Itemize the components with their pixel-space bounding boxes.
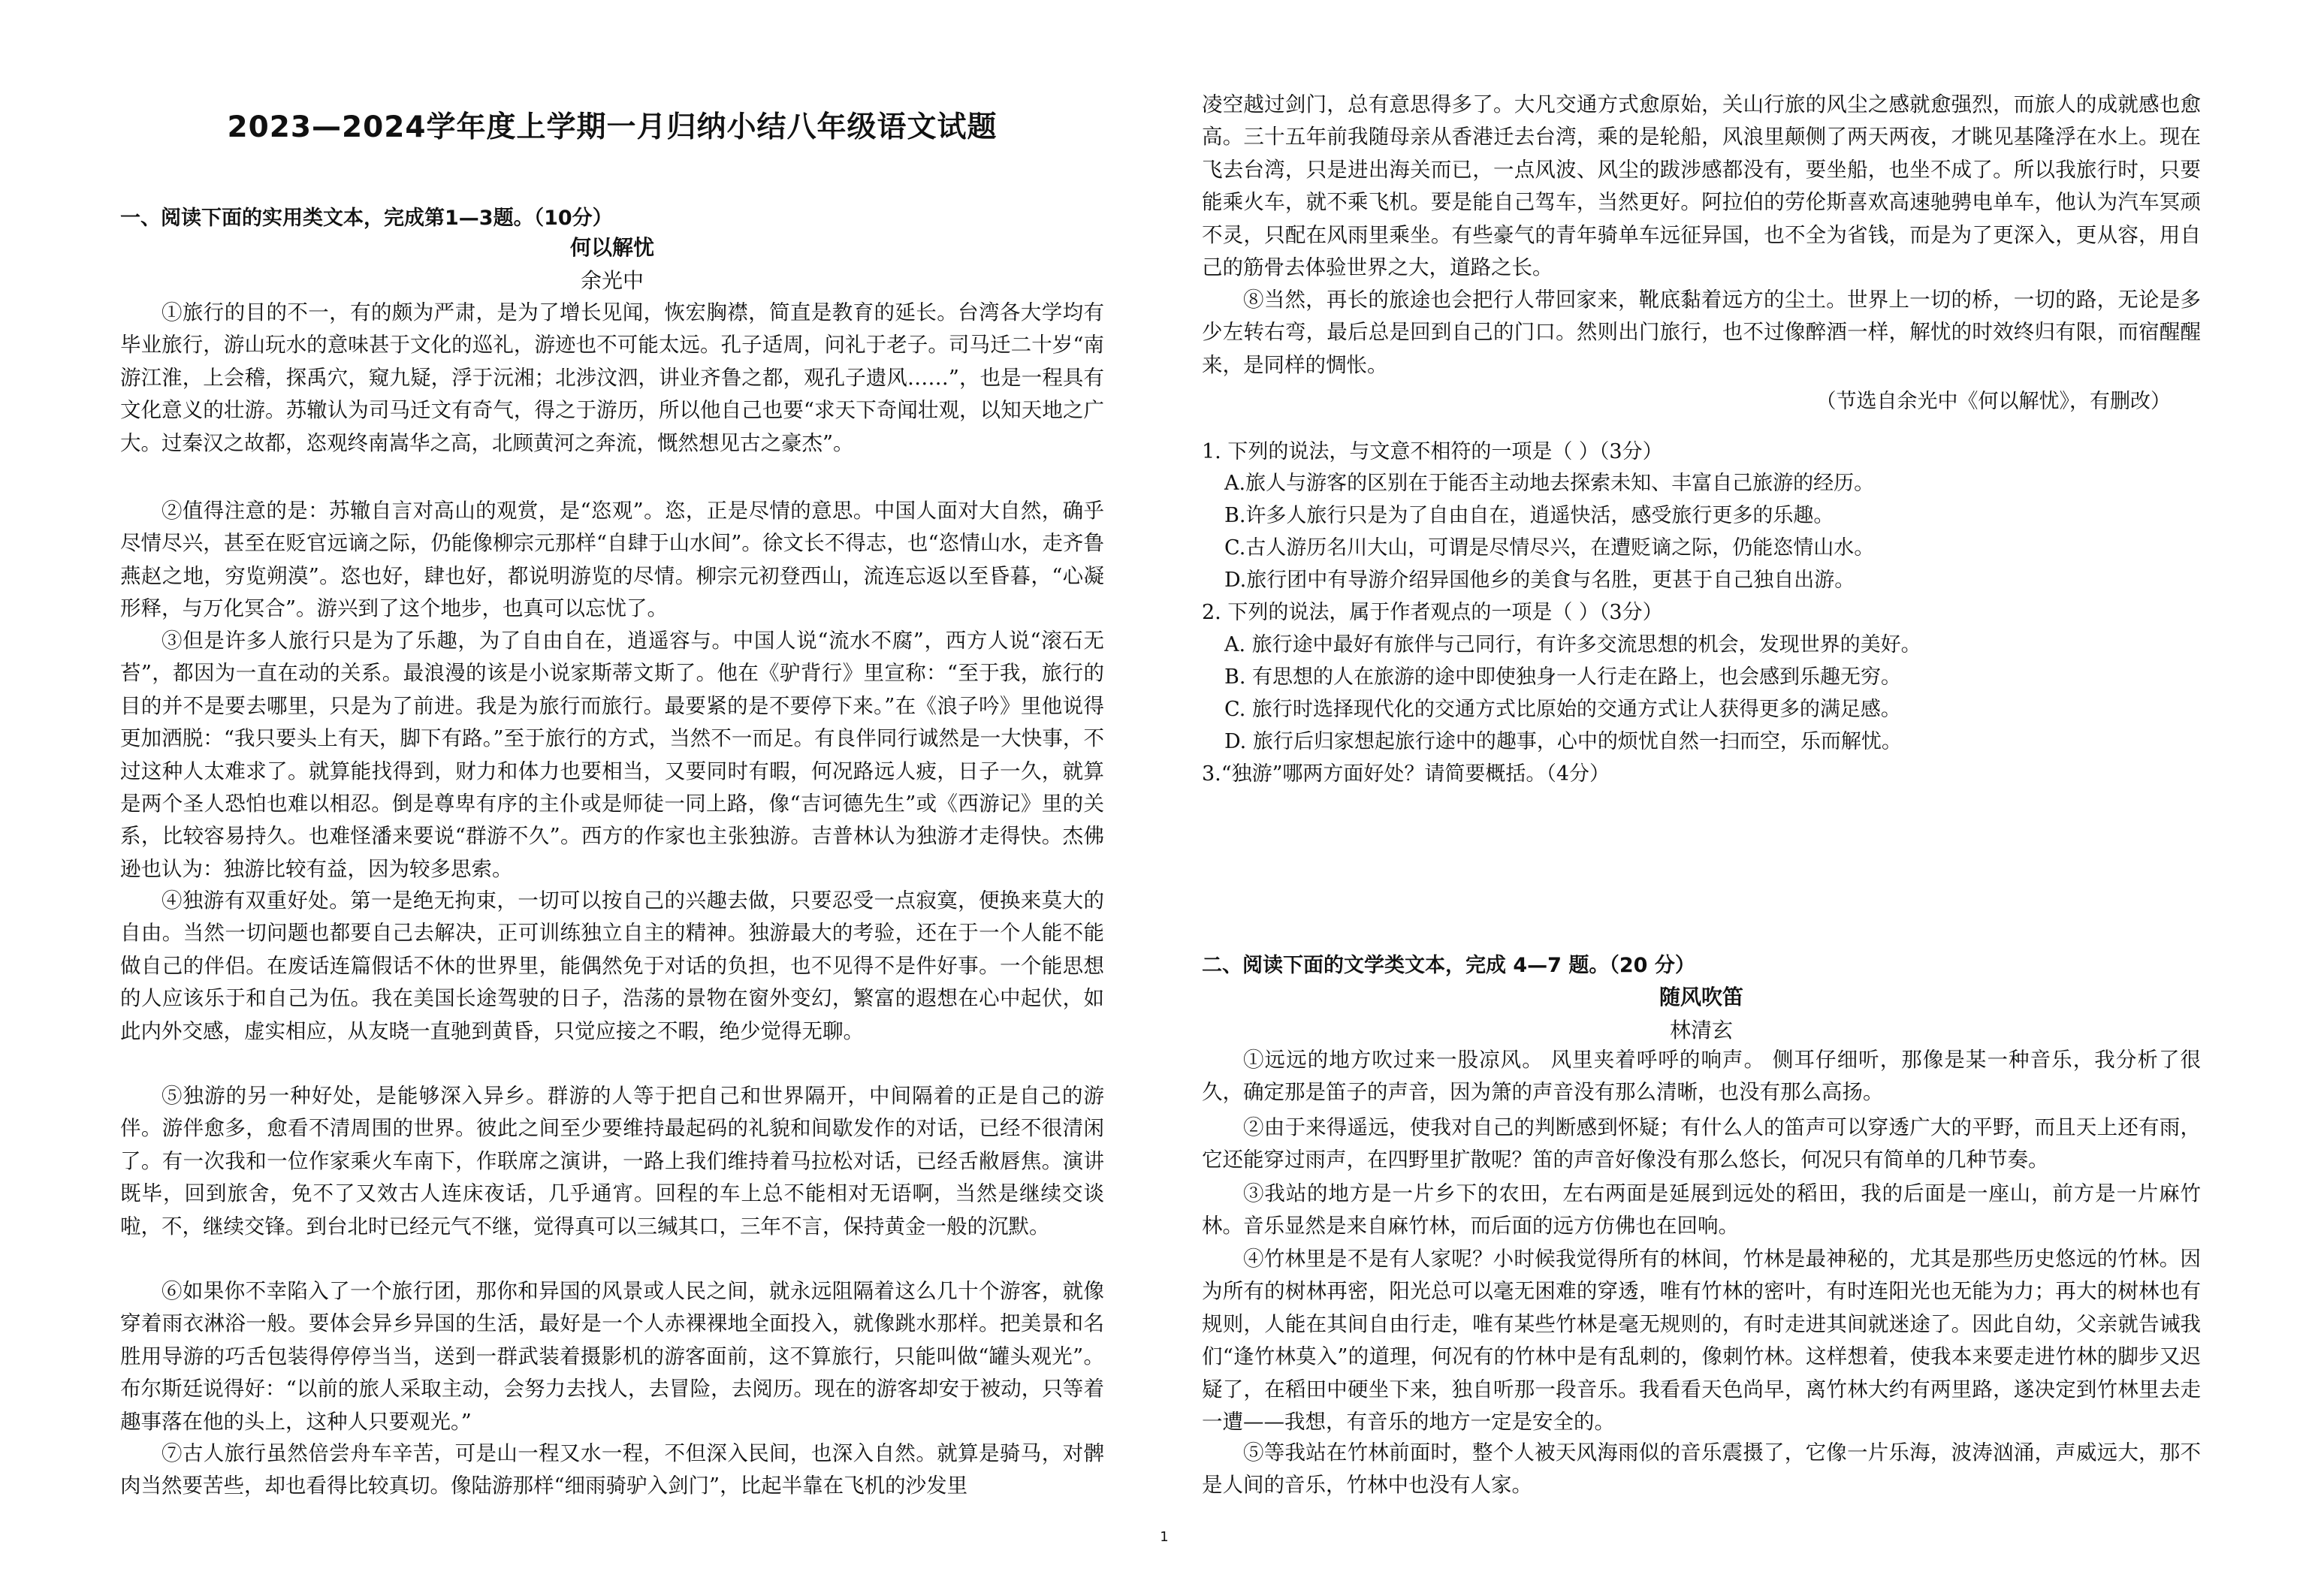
story-paragraph-5: ⑤等我站在竹林前面时，整个人被天风海雨似的音乐震摄了，它像一片乐海，波涛汹涌，声威远大，那不是人间的音乐，竹林中也没有人家。 [1202, 1441, 2201, 1498]
question-2-option-d: D. 旅行后归家想起旅行途中的趣事，心中的烦忧自然一扫而空，乐而解忧。 [1224, 730, 1902, 753]
paragraph-3: ③但是许多人旅行只是为了乐趣，为了自由自在，逍遥容与。中国人说“流水不腐”，西方人说“滚石无苔”，都因为一直在动的关系。最浪漫的该是小说家斯蒂文斯了。他在《驴背行》里宣称：“至于我，旅行的目的并不是要去哪里，只是为了前进。我是为旅行而旅行。最要紧的是不要停下来。”在《浪子吟》里他说得更加洒脱：“我只要头上有天，脚下有路。”至于旅行的方式，当然不一而足。有良伴同行诚然是一大快事，不过这种人太难求了。就算能找得到，财力和体力也要相当，又要同时有暇，何况路远人疲，日子一久，就算是两个圣人恐怕也难以相忍。倒是尊卑有序的主仆或是师徒一同上路，像“吉诃德先生”或《西游记》里的关系，比较容易持久。也难怪潘来要说“群游不久”。西方的作家也主张独游。吉普林认为独游才走得快。杰佛逊也认为：独游比较有益，因为较多思索。 [120, 629, 1104, 881]
question-2-option-b: B. 有思想的人在旅游的途中即使独身一人行走在路上，也会感到乐趣无穷。 [1224, 665, 1902, 689]
section1-heading: 一、阅读下面的实用类文本，完成第1—3题。（10分） [120, 207, 613, 230]
question-1-option-a: A.旅人与游客的区别在于能否主动地去探索未知、丰富自己旅游的经历。 [1224, 472, 1875, 495]
article1-title: 何以解忧 [569, 235, 654, 260]
paragraph-1: ①旅行的目的不一，有的颇为严肃，是为了增长见闻，恢宏胸襟，简直是教育的延长。台湾各大学均有毕业旅行，游山玩水的意味甚于文化的巡礼，游迹也不可能太远。孔子适周，问礼于老子。司马迁二十岁“南游江淮，上会稽，探禹穴，窥九疑，浮于沅湘；北涉汶泗，讲业齐鲁之都，观孔子遗风……”，也是一程具有文化意义的壮游。苏辙认为司马迁文有奇气，得之于游历，所以他自己也要“求天下奇闻壮观，以知天地之广大。过秦汉之故都，恣观终南嵩华之高，北顾黄河之奔流，慨然想见古之豪杰”。 [120, 300, 1104, 455]
question-1-option-b: B.许多人旅行只是为了自由自在，逍遥快活，感受旅行更多的乐趣。 [1224, 504, 1834, 527]
article2-title: 随风吹笛 [1659, 985, 1743, 1009]
paragraph-2: ②值得注意的是：苏辙自言对高山的观赏，是“恣观”。恣，正是尽情的意思。中国人面对大自然，确乎尽情尽兴，甚至在贬官远谪之际，仍能像柳宗元那样“自肆于山水间”。徐文长不得志，也“恣情山水，走齐鲁燕赵之地，穷览朔漠”。恣也好，肆也好，都说明游览的尽情。柳宗元初登西山，流连忘返以至昏暮，“心凝形释，与万化冥合”。游兴到了这个地步，也真可以忘忧了。 [120, 499, 1104, 621]
exam-title: 2023—2024学年度上学期一月归纳小结八年级语文试题 [227, 110, 998, 144]
story-paragraph-1: ①远远的地方吹过来一股凉风。 风里夹着呼呼的响声。 侧耳仔细听，那像是某一种音乐，我分析了很久，确定那是笛子的声音，因为箫的声音没有那么清晰，也没有那么高扬。 [1202, 1048, 2201, 1105]
story-paragraph-2: ②由于来得遥远，使我对自己的判断感到怀疑；有什么人的笛声可以穿透广大的平野，而且天上还有雨，它还能穿过雨声，在四野里扩散呢？笛的声音好像没有那么悠长，何况只有简单的几种节奏。 [1202, 1115, 2201, 1172]
article2-author: 林清玄 [1669, 1018, 1733, 1042]
question-1-stem: 1. 下列的说法，与文意不相符的一项是（ ）（3分） [1202, 440, 1663, 463]
article1-author: 余光中 [580, 268, 644, 293]
paragraph-8: ⑧当然，再长的旅途也会把行人带回家来，靴底黏着远方的尘土。世界上一切的桥，一切的路，无论是多少左转右弯，最后总是回到自己的门口。然则出门旅行，也不过像醉酒一样，解忧的时效终归有限，而宿醒醒来，是同样的惆怅。 [1202, 288, 2201, 377]
paragraph-5: ⑤独游的另一种好处，是能够深入异乡。群游的人等于把自己和世界隔开，中间隔着的正是自己的游伴。游伴愈多，愈看不清周围的世界。彼此之间至少要维持最起码的礼貌和间歇发作的对话，已经不很清闲了。有一次我和一位作家乘火车南下，作联席之演讲，一路上我们维持着马拉松对话，已经舌敝唇焦。演讲既毕，回到旅舍，免不了又效古人连床夜话，几乎通宵。回程的车上总不能相对无语啊，当然是继续交谈啦，不，继续交锋。到台北时已经元气不继，觉得真可以三缄其口，三年不言，保持黄金一般的沉默。 [120, 1084, 1104, 1238]
page-number: 1 [1160, 1529, 1169, 1545]
paragraph-4: ④独游有双重好处。第一是绝无拘束，一切可以按自己的兴趣去做，只要忍受一点寂寞，便换来莫大的自由。当然一切问题也都要自己去解决，正可训练独立自主的精神。独游最大的考验，还在于一个人能不能做自己的伴侣。在废话连篇假话不休的世界里，能偶然免于对话的负担，也不见得不是件好事。一个能思想的人应该乐于和自己为伍。我在美国长途驾驶的日子，浩荡的景物在窗外变幻，繁富的遐想在心中起伏，如此内外交感，虚实相应，从友晓一直驰到黄昏，只觉应接之不暇，绝少觉得无聊。 [120, 889, 1104, 1043]
story-paragraph-3: ③我站的地方是一片乡下的农田，左右两面是延展到远处的稻田，我的后面是一座山，前方是一片麻竹林。音乐显然是来自麻竹林，而后面的远方仿佛也在回响。 [1202, 1181, 2201, 1238]
question-1-option-c: C.古人游历名川大山，可谓是尽情尽兴，在遭贬谪之际，仍能恣情山水。 [1224, 536, 1875, 560]
paragraph-7: ⑦古人旅行虽然倍尝舟车辛苦，可是山一程又水一程，不但深入民间，也深入自然。就算是骑马，对髀肉当然要苦些，却也看得比较真切。像陆游那样“细雨骑驴入剑门”，比起半靠在飞机的沙发里 [120, 1441, 1104, 1498]
article1-source: （节选自余光中《何以解忧》，有删改） [1816, 390, 2171, 413]
story-paragraph-4: ④竹林里是不是有人家呢？小时候我觉得所有的林间，竹林是最神秘的，尤其是那些历史悠远的竹林。因为所有的树林再密，阳光总可以毫无困难的穿透，唯有竹林的密叶，有时连阳光也无能为力；再大的树林也有规则，人能在其间自由行走，唯有某些竹林是毫无规则的，有时走进其间就迷途了。因此自幼，父亲就告诫我们“逢竹林莫入”的道理，何况有的竹林中是有乱刺的，像刺竹林。这样想着，使我本来要走进竹林的脚步又迟疑了，在稻田中硬坐下来，独自听那一段音乐。我看看天色尚早，离竹林大约有两里路，遂决定到竹林里去走一遭——我想，有音乐的地方一定是安全的。 [1202, 1247, 2201, 1435]
section2-heading: 二、阅读下面的文学类文本，完成 4—7 题。（20 分） [1202, 954, 1695, 977]
question-1-option-d: D.旅行团中有导游介绍异国他乡的美食与名胜，更甚于自己独自出游。 [1224, 569, 1855, 592]
question-2-stem: 2. 下列的说法，属于作者观点的一项是（ ）（3分） [1202, 601, 1663, 624]
paragraph-7-continued: 凌空越过剑门，总有意思得多了。大凡交通方式愈原始，关山行旅的风尘之感就愈强烈，而旅人的成就感也愈高。三十五年前我随母亲从香港迁去台湾，乘的是轮船，风浪里颠侧了两天两夜，才眺见基隆浮在水上。现在飞去台湾，只是进出海关而已，一点风波、风尘的跋涉感都没有，要坐船，也坐不成了。所以我旅行时，只要能乘火车，就不乘飞机。要是能自己驾车，当然更好。阿拉伯的劳伦斯喜欢高速驰骋电单车，他认为汽车冥顽不灵，只配在风雨里乘坐。有些豪气的青年骑单车远征异国，也不全为省钱，而是为了更深入，更从容，用自己的筋骨去体验世界之大，道路之长。 [1202, 92, 2201, 280]
question-2-option-c: C. 旅行时选择现代化的交通方式比原始的交通方式让人获得更多的满足感。 [1224, 698, 1901, 721]
question-2-option-a: A. 旅行途中最好有旅伴与己同行，有许多交流思想的机会，发现世界的美好。 [1224, 633, 1921, 656]
question-3-stem: 3.“独游”哪两方面好处？请简要概括。（4分） [1202, 762, 1610, 786]
paragraph-6: ⑥如果你不幸陷入了一个旅行团，那你和异国的风景或人民之间，就永远阻隔着这么几十个游客，就像穿着雨衣淋浴一般。要体会异乡异国的生活，最好是一个人赤裸裸地全面投入，就像跳水那样。把美景和名胜用导游的巧舌包装得停停当当，送到一群武装着摄影机的游客面前，这不算旅行，只能叫做“罐头观光”。布尔斯廷说得好：“以前的旅人采取主动，会努力去找人，去冒险，去阅历。现在的游客却安于被动，只等着趣事落在他的头上，这种人只要观光。” [120, 1279, 1104, 1434]
